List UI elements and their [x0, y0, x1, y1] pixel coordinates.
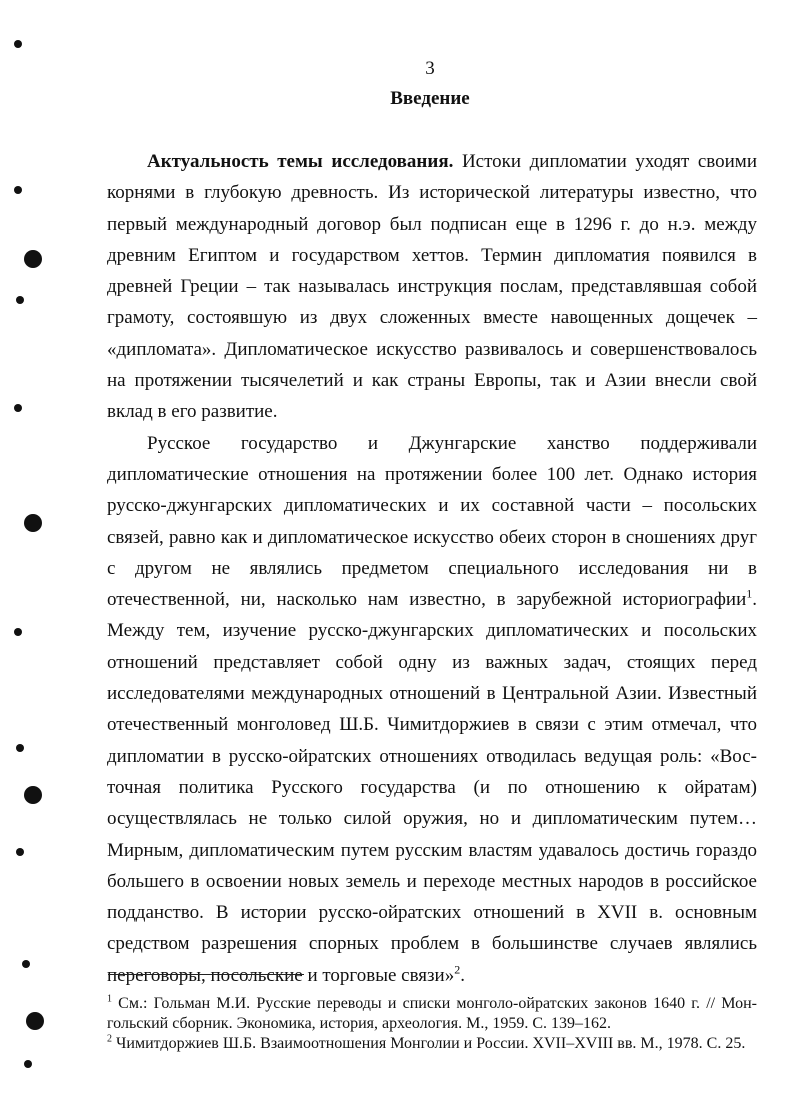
section-heading: Введение [390, 88, 470, 109]
footnote-marker: 2 [107, 1033, 112, 1045]
footnote [107, 1034, 757, 1054]
body-text [107, 146, 757, 991]
punch-mark [14, 40, 22, 48]
paragraph-text: . Между тем, изучение русско-джунгарских дипломатических и посольских отношений представляет собой одну из важных задач, стоящих перед исследователями международных отношений в Центральной Азии. Известный отечественный монголовед Ш.Б. Чимитдоржиев в связи с этим отмечал, что дипломатии в русско-ойратских отношениях отводилась ведущая роль: «Восточная политика Русского государства (и по отношению к ойратам) осуществлялась не только силой оружия, но и дипломатическим путем… Мирным, дипломатическим путем русским властям удавалось достичь гораздо большего в освоении новых земель и переходе местных народов в российское подданство. В истории русско-ойратских отношений в XVII в. основным средством разрешения спорных проблем в большинстве случаев являлись переговоры, посольские и торговые связи» [107, 589, 757, 986]
punch-mark [16, 296, 24, 304]
paragraph [107, 146, 757, 428]
punch-mark [14, 628, 22, 636]
paragraph-text: . [460, 964, 465, 986]
footnote-ref[interactable]: 1 [746, 586, 753, 601]
punch-mark [22, 960, 30, 968]
punch-mark [24, 1060, 32, 1068]
footnote-ref[interactable]: 2 [454, 962, 461, 977]
paragraph [107, 428, 757, 991]
punch-mark [16, 848, 24, 856]
paragraph-lead: Актуальность темы исследования. [147, 151, 454, 172]
footnote [107, 994, 757, 1034]
punch-mark [24, 786, 42, 804]
punch-mark [24, 250, 42, 268]
punch-mark [14, 186, 22, 194]
footnote-marker: 1 [107, 993, 112, 1005]
footnote-divider [108, 974, 304, 975]
punch-mark [26, 1012, 44, 1030]
page-number: 3 [425, 58, 435, 79]
punch-mark [14, 404, 22, 412]
paragraph-text: Истоки дипломатии уходят своими корнями в глубокую древность. Из исторической литературы известно, что первый международный договор был подписан еще в 1296 г. до н.э. между древним Египтом и государством хеттов. Термин дипломатия появился в древней Греции – так называлась инструкция послам, представлявшая собой грамоту, состоявшую из двух сложенных вместе навощенных дощечек – «дипломата». Дипломатическое искусство развивалось и совершенствовалось на протяжении тысячелетий и как страны Европы, так и Азии внесли свой вклад в его развитие. [107, 151, 757, 423]
punch-mark [16, 744, 24, 752]
paragraph-text: Русское государство и Джунгарские ханство поддерживали дипломатические отношения на протяжении более 100 лет. Однако история русско-джунгарских дипломатических и их составной части – посольских связей, равно как и дипломатическое искусство обеих сторон в сношениях друг с другом не являлись предметом специального исследования ни в отечественной, ни, насколько нам известно, в зарубежной историографии [107, 432, 757, 611]
footnotes [107, 994, 757, 1054]
footnote-text: Чимитдоржиев Ш.Б. Взаимоотношения Монголии и России. XVII–XVIII вв. М., 1978. С. 25. [112, 1035, 746, 1052]
footnote-text: См.: Гольман М.И. Русские переводы и списки монголо-ойратских законов 1640 г. // Монгольский сборник. Экономика, история, археология. М., 1959. С. 139–162. [107, 995, 757, 1032]
punch-mark [24, 514, 42, 532]
